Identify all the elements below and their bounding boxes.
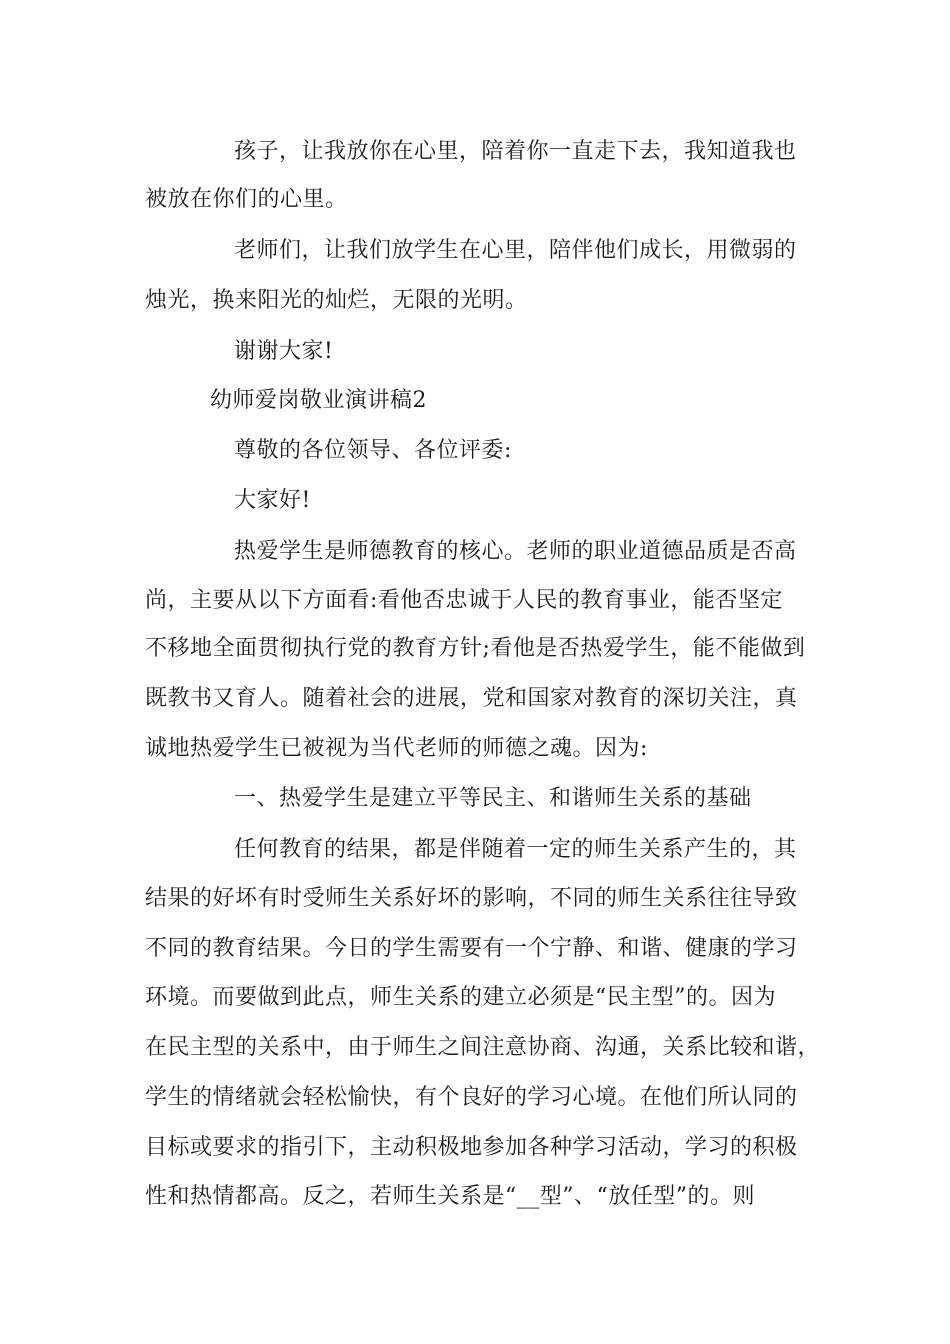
paragraph-line: 不同的教育结果。今日的学生需要有一个宁静、和谐、健康的学习 — [145, 936, 798, 961]
paragraph-line: 被放在你们的心里。 — [145, 187, 348, 212]
paragraph-line: 在民主型的关系中，由于师生之间注意协商、沟通，关系比较和谐， — [145, 1035, 821, 1060]
paragraph-line: 环境。而要做到此点，师生关系的建立必须是“民主型”的。因为 — [145, 985, 776, 1010]
paragraph-line: 诚地热爱学生已被视为当代老师的师德之魂。因为: — [145, 736, 648, 761]
paragraph-line: 任何教育的结果，都是伴随着一定的师生关系产生的，其 — [234, 837, 797, 862]
closing-thanks: 谢谢大家! — [234, 339, 334, 364]
paragraph-line: 烛光，换来阳光的灿烂，无限的光明。 — [145, 288, 528, 313]
paragraph-line: 孩子，让我放你在心里，陪着你一直走下去，我知道我也 — [234, 139, 797, 164]
paragraph-line: 不移地全面贯彻执行党的教育方针;看他是否热爱学生，能不能做到 — [145, 636, 806, 661]
section-heading: 一、热爱学生是建立平等民主、和谐师生关系的基础 — [234, 786, 752, 811]
paragraph-line: 尚，主要从以下方面看:看他否忠诚于人民的教育事业，能否坚定 — [145, 588, 783, 613]
paragraph-line: 既教书又育人。随着社会的进展，党和国家对教育的深切关注，真 — [145, 686, 798, 711]
paragraph-line: 目标或要求的指引下，主动积极地参加各种学习活动，学习的积极 — [145, 1135, 798, 1160]
salutation: 尊敬的各位领导、各位评委: — [234, 438, 512, 463]
paragraph-line: 结果的好坏有时受师生关系好坏的影响，不同的师生关系往往导致 — [145, 886, 798, 911]
paragraph-line: 学生的情绪就会轻松愉快，有个良好的学习心境。在他们所认同的 — [145, 1085, 798, 1110]
greeting: 大家好! — [234, 488, 311, 513]
paragraph-line: 老师们，让我们放学生在心里，陪伴他们成长，用微弱的 — [234, 238, 797, 263]
paragraph-line: 性和热情都高。反之，若师生关系是“__型”、“放任型”的。则 — [145, 1184, 755, 1209]
speech-title: 幼师爱岗敬业演讲稿2 — [210, 388, 427, 413]
paragraph-line: 热爱学生是师德教育的核心。老师的职业道德品质是否高 — [234, 539, 797, 564]
